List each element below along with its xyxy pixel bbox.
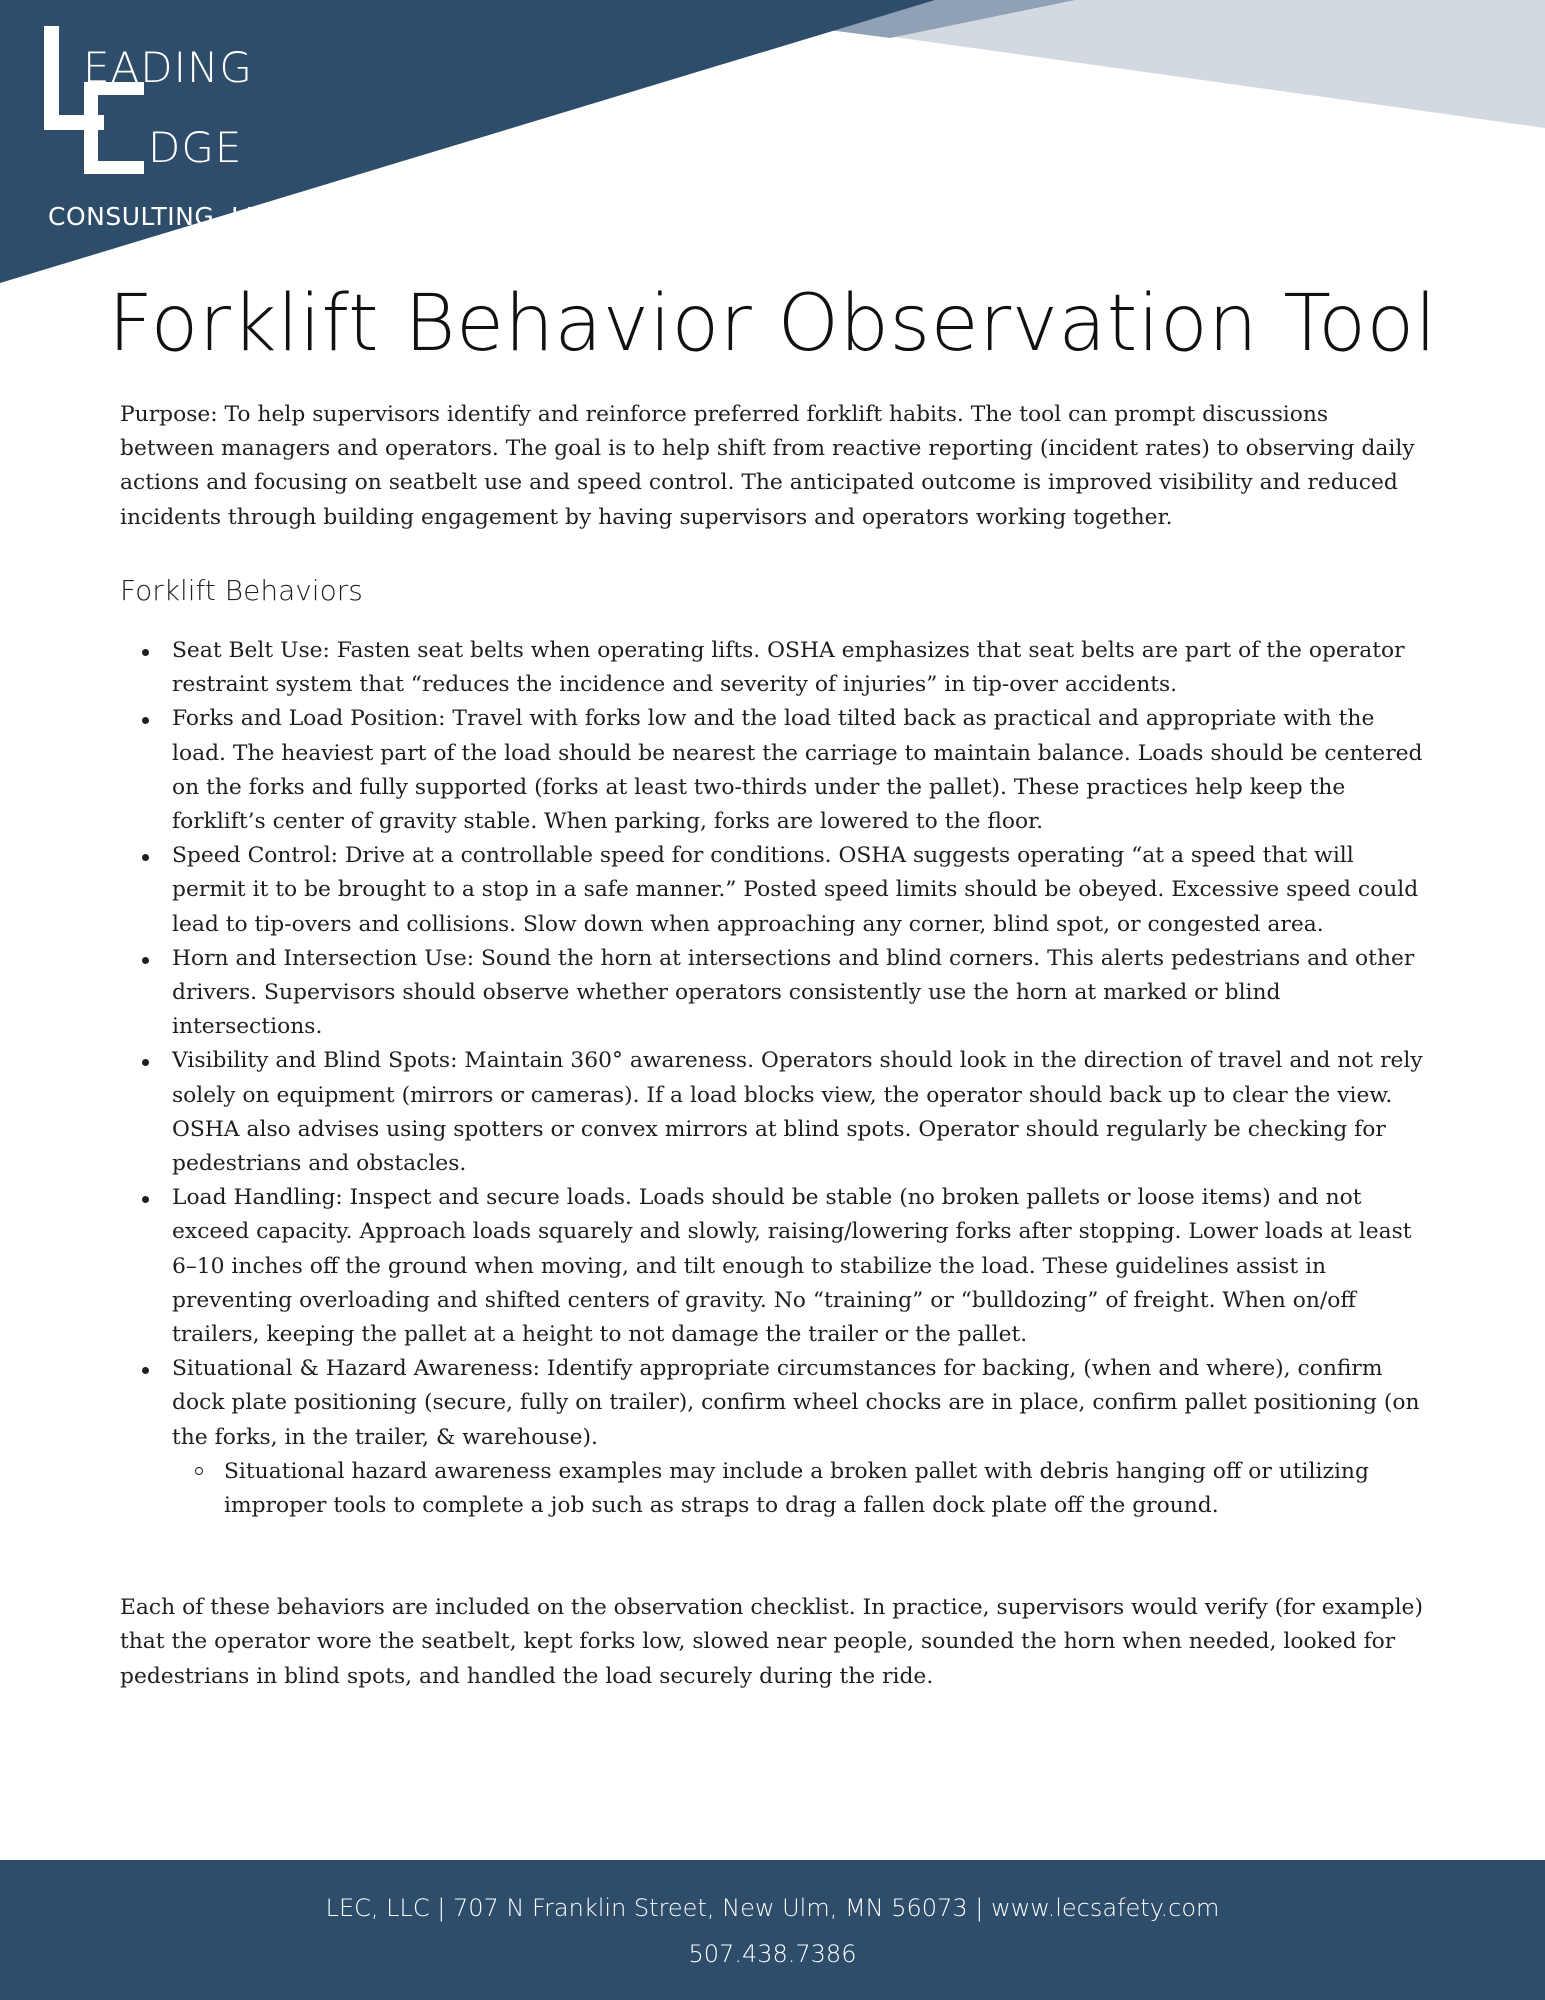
- logo-word-eading: EADING: [83, 43, 253, 92]
- document-body: [120, 398, 1425, 1694]
- behavior-item-load-handling: Load Handling: Inspect and secure loads. Loads should be stable (no broken pallets or loose items) and not exceed capacity. Approach loads squarely and slowly, raising/lowering forks after stopping. Lower loads at least 6–10 inches off the ground when moving, and tilt enough to stabilize the load. These guidelines assist in preventing overloading and shifted centers of gravity. No “training” or “bulldozing” of freight. When on/off trailers, keeping the pallet at a height to not damage the trailer or the pallet.: [172, 1181, 1425, 1352]
- footer-phone: 507.438.7386: [688, 1940, 857, 1968]
- behavior-item-forks-load-position: Forks and Load Position: Travel with forks low and the load tilted back as practical and appropriate with the load. The heaviest part of the load should be nearest the carriage to maintain balance. Loads should be centered on the forks and fully supported (forks at least two-thirds under the pallet). These practices help keep the forklift’s center of gravity stable. When parking, forks are lowered to the floor.: [172, 702, 1425, 839]
- behavior-item-situational-text: Situational & Hazard Awareness: Identify appropriate circumstances for backing, (when and where), confirm dock plate positioning (secure, fully on trailer), confirm wheel chocks are in place, confirm pallet positioning (on the forks, in the trailer, & warehouse).: [172, 1356, 1420, 1450]
- logo-word-dge: DGE: [148, 123, 243, 172]
- summary-paragraph: Each of these behaviors are included on the observation checklist. In practice, supervisors would verify (for example) that the operator wore the seatbelt, kept forks low, slowed near people, sounded the horn when needed, looked for pedestrians in blind spots, and handled the load securely during the ride.: [120, 1595, 1423, 1689]
- sub-behavior-item: Situational hazard awareness examples may include a broken pallet with debris hanging off or utilizing improper tools to complete a job such as straps to drag a fallen dock plate off the ground.: [224, 1455, 1425, 1523]
- footer-address: LEC, LLC | 707 N Franklin Street, New Ulm, MN 56073 | www.lecsafety.com: [325, 1894, 1220, 1922]
- behavior-item-horn-intersection: Horn and Intersection Use: Sound the horn at intersections and blind corners. This alerts pedestrians and other drivers. Supervisors should observe whether operators consistently use the horn at marked or blind intersections.: [172, 942, 1425, 1045]
- footer: [0, 1860, 1545, 2000]
- behavior-item-speed-control: Speed Control: Drive at a controllable speed for conditions. OSHA suggests operating “at a speed that will permit it to be brought to a stop in a safe manner.” Posted speed limits should be obeyed. Excessive speed could lead to tip-overs and collisions. Slow down when approaching any corner, blind spot, or congested area.: [172, 839, 1425, 942]
- company-logo: [30, 22, 310, 231]
- behavior-sub-list: [172, 1455, 1425, 1523]
- behavior-item-seat-belt: Seat Belt Use: Fasten seat belts when operating lifts. OSHA emphasizes that seat belts are part of the operator restraint system that “reduces the incidence and severity of injuries” in tip-over accidents.: [172, 634, 1425, 702]
- page-title: Forklift Behavior Observation Tool: [108, 279, 1437, 369]
- behavior-list: [120, 634, 1425, 1523]
- section-heading: Forklift Behaviors: [120, 573, 363, 607]
- purpose-paragraph: Purpose: To help supervisors identify and reinforce preferred forklift habits. The tool can prompt discussions between managers and operators. The goal is to help shift from reactive reporting (incident rates) to observing daily actions and focusing on seatbelt use and speed control. The anticipated outcome is improved visibility and reduced incidents through building engagement by having supervisors and operators working together.: [120, 402, 1415, 530]
- logo-consulting-llc: CONSULTING, LLC: [48, 202, 278, 231]
- behavior-item-situational-awareness: [172, 1352, 1425, 1523]
- behavior-item-visibility-blind-spots: Visibility and Blind Spots: Maintain 360° awareness. Operators should look in the direction of travel and not rely solely on equipment (mirrors or cameras). If a load blocks view, the operator should back up to clear the view. OSHA also advises using spotters or convex mirrors at blind spots. Operator should regularly be checking for pedestrians and obstacles.: [172, 1044, 1425, 1181]
